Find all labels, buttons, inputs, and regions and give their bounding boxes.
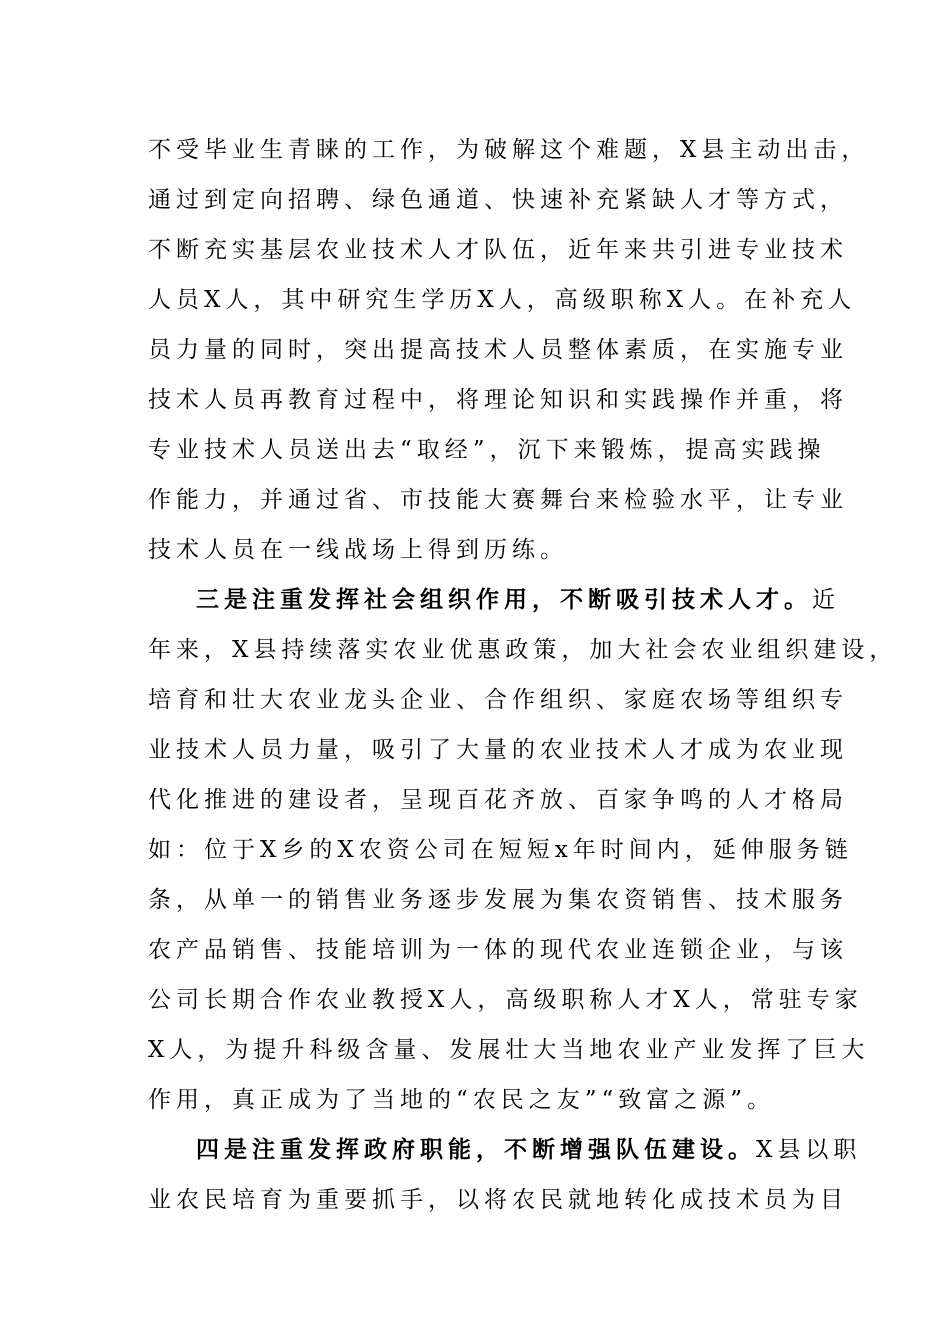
- paragraph-line: 技术人员在一线战场上得到历练。: [148, 537, 568, 563]
- paragraph-line: 培育和壮大农业龙头企业、合作组织、家庭农场等组织专: [148, 687, 848, 713]
- paragraph-line: 专业技术人员送出去“取经”，沉下来锻炼，提高实践操: [148, 437, 826, 463]
- paragraph-line: 公司长期合作农业教授X人，高级职称人才X人，常驻专家: [148, 987, 863, 1013]
- paragraph-line: 作用，真正成为了当地的“农民之友”“致富之源”。: [148, 1087, 776, 1113]
- paragraph-line: 农产品销售、技能培训为一体的现代农业连锁企业，与该: [148, 937, 848, 963]
- paragraph-line: 不断充实基层农业技术人才队伍，近年来共引进专业技术: [148, 237, 848, 263]
- paragraph-line: 如：位于X乡的X农资公司在短短x年时间内，延伸服务链: [148, 837, 853, 863]
- paragraph-line: 作能力，并通过省、市技能大赛舞台来检验水平，让专业: [148, 487, 848, 513]
- paragraph-heading: 三是注重发挥社会组织作用，不断吸引技术人才。: [196, 586, 812, 613]
- paragraph-line: 不受毕业生青睐的工作，为破解这个难题，X县主动出击，: [148, 137, 870, 163]
- paragraph-line: 业农民培育为重要抓手，以将农民就地转化成技术员为目: [148, 1187, 848, 1213]
- paragraph-line: 代化推进的建设者，呈现百花齐放、百家争鸣的人才格局: [148, 787, 848, 813]
- paragraph-line: 员力量的同时，突出提高技术人员整体素质，在实施专业: [148, 337, 848, 363]
- paragraph-line: 条，从单一的销售业务逐步发展为集农资销售、技术服务: [148, 887, 848, 913]
- paragraph-line: 技术人员再教育过程中，将理论知识和实践操作并重，将: [148, 387, 848, 413]
- paragraph-line: 年来，X县持续落实农业优惠政策，加大社会农业组织建设，: [148, 637, 898, 663]
- paragraph-first-line: [196, 585, 840, 615]
- paragraph-first-line-rest: X县以职: [756, 1137, 862, 1163]
- paragraph-heading: 四是注重发挥政府职能，不断增强队伍建设。: [196, 1136, 756, 1163]
- paragraph-line: X人，为提升科级含量、发展壮大当地农业产业发挥了巨大: [148, 1037, 870, 1063]
- paragraph-line: 通过到定向招聘、绿色通道、快速补充紧缺人才等方式，: [148, 187, 848, 213]
- paragraph-line: 人员X人，其中研究生学历X人，高级职称X人。在补充人: [148, 287, 857, 313]
- paragraph-first-line-rest: 近: [812, 587, 840, 613]
- paragraph-first-line: [196, 1135, 861, 1165]
- paragraph-line: 业技术人员力量，吸引了大量的农业技术人才成为农业现: [148, 737, 848, 763]
